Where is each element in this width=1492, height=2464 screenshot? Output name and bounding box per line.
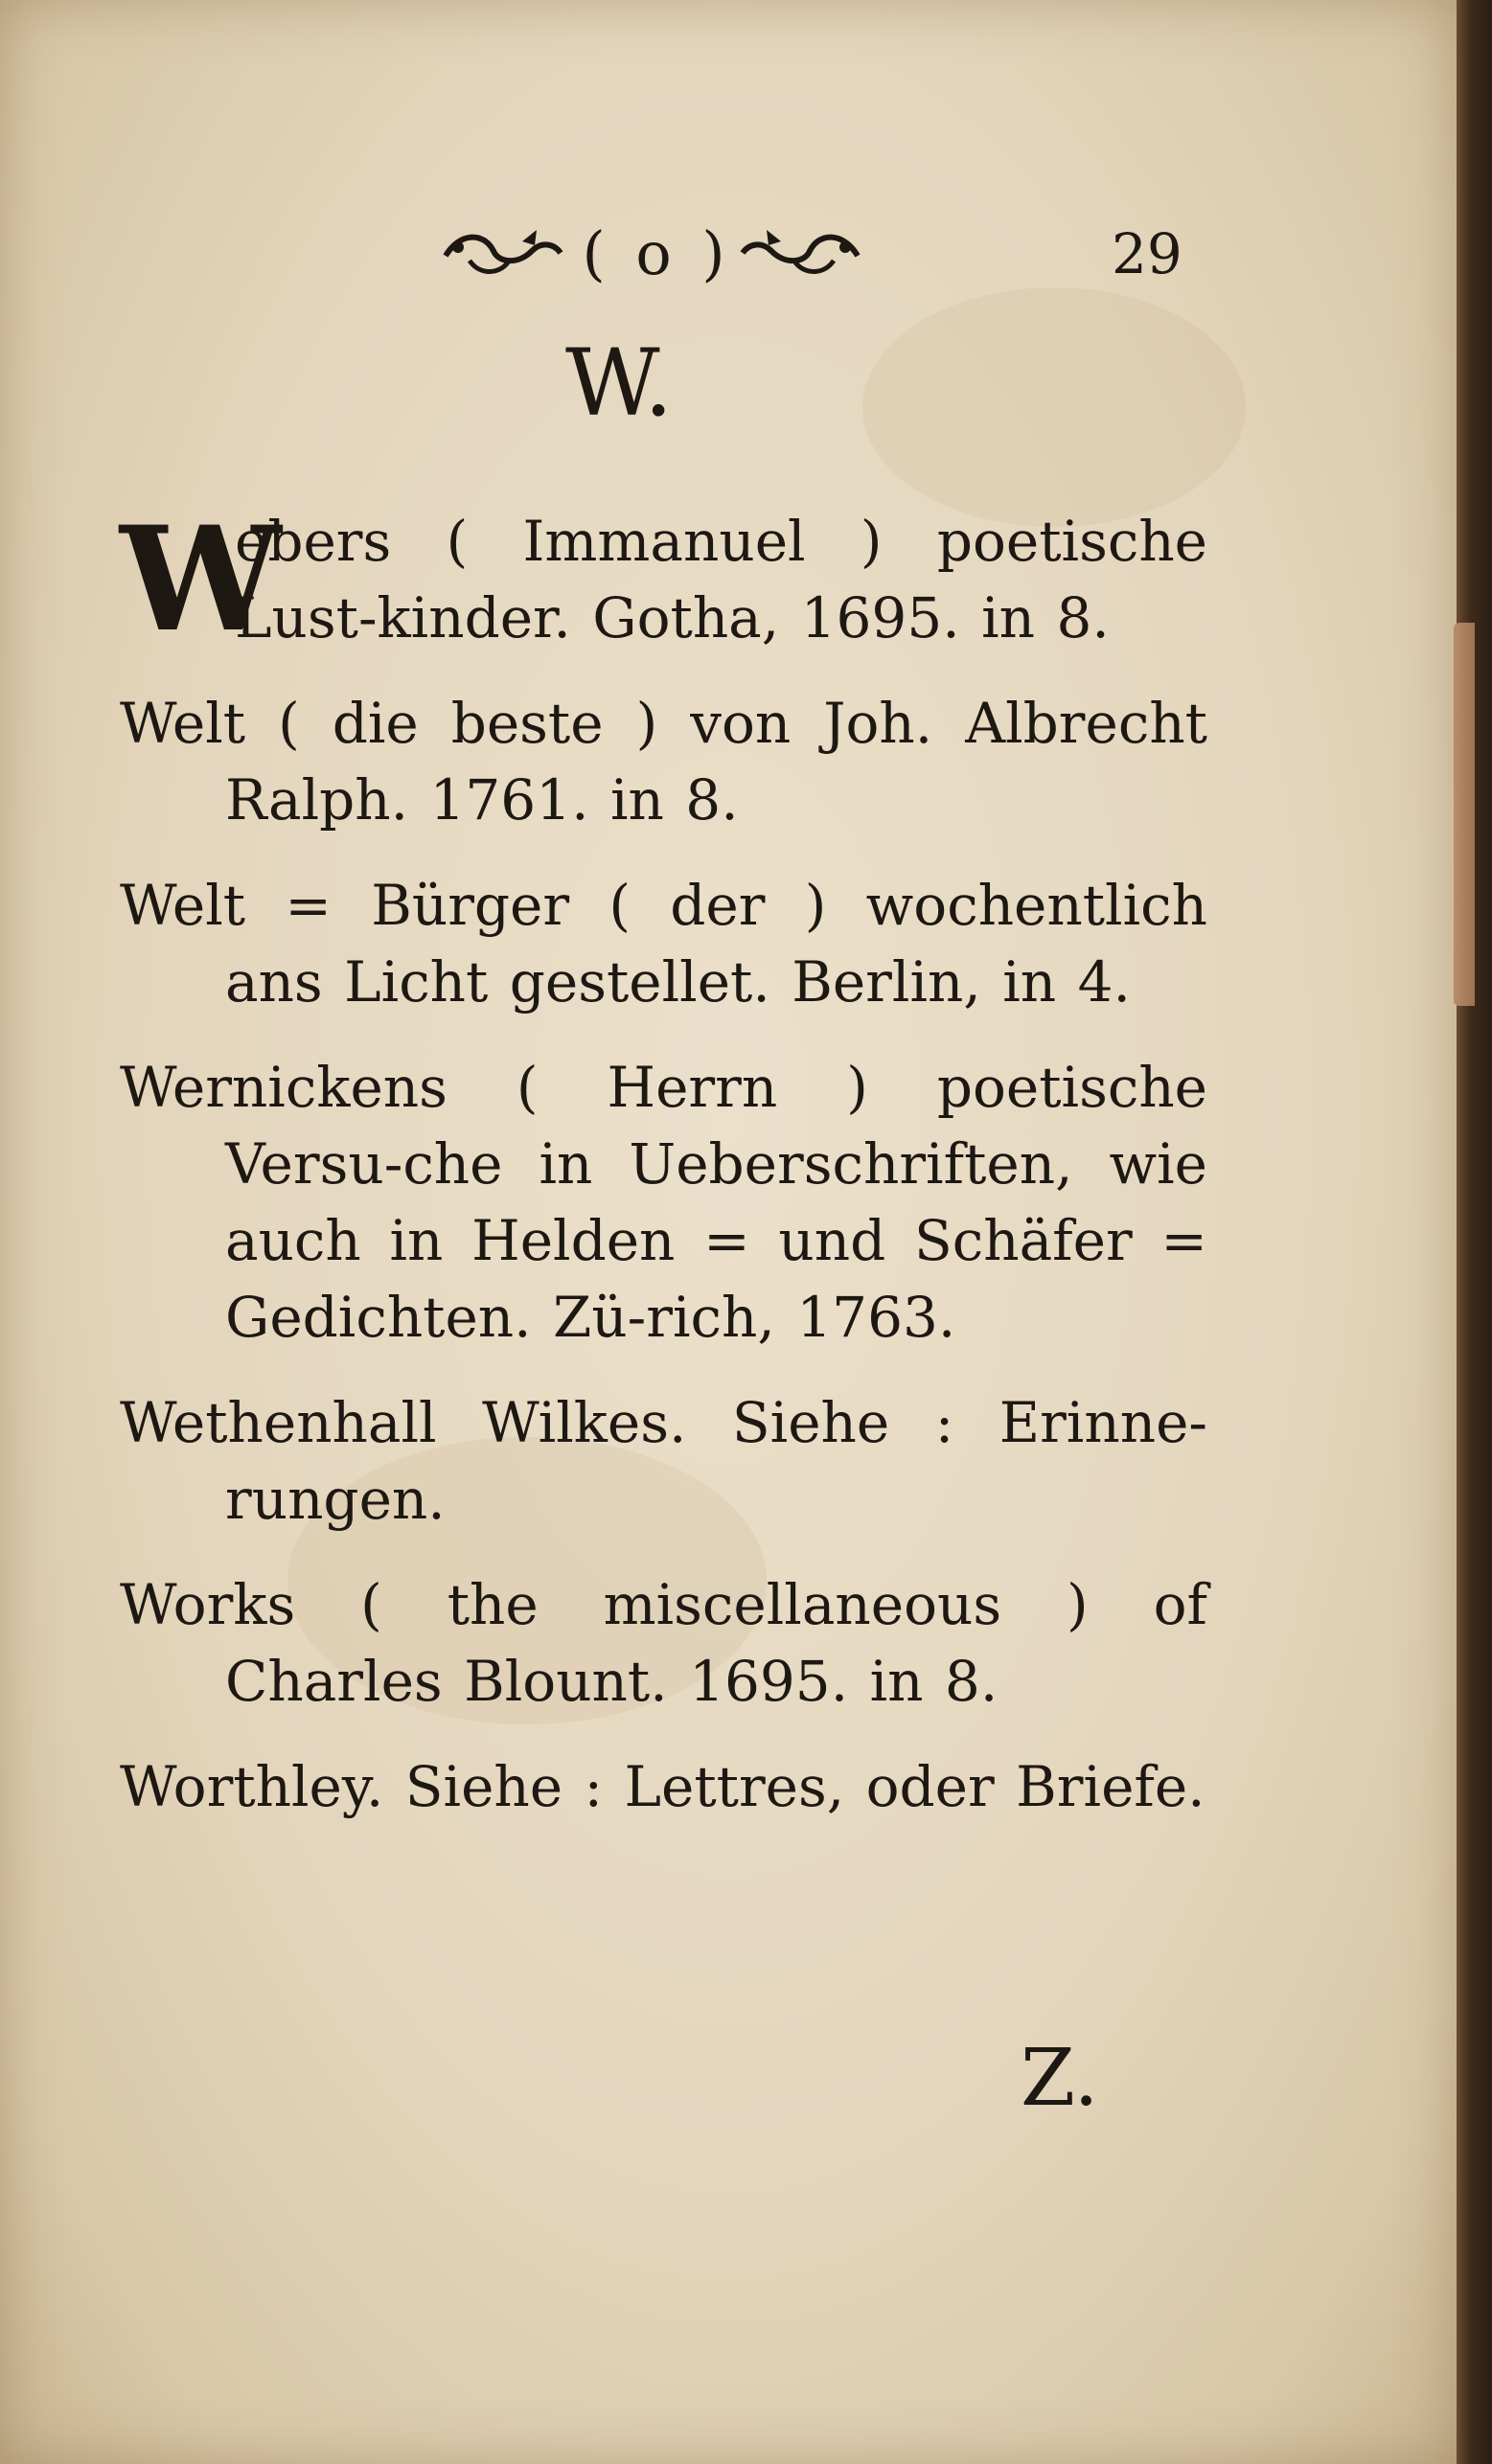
bibliography-entry bbox=[120, 1049, 1207, 1356]
paper-stain bbox=[862, 287, 1246, 527]
entry-text: Worthley. Siehe : Lettres, oder Briefe. bbox=[120, 1754, 1205, 1819]
entry-text: ebers ( Immanuel ) poetische Lust-kinder. Gotha, 1695. in 8. bbox=[235, 509, 1207, 650]
bibliography-entry bbox=[120, 867, 1207, 1020]
fleuron-right-icon bbox=[738, 222, 862, 280]
drop-cap: W bbox=[120, 495, 282, 664]
book-binding-edge bbox=[1457, 0, 1492, 2464]
bibliography-entry bbox=[120, 1748, 1207, 1825]
bibliography-entry bbox=[120, 495, 1207, 664]
entry-text: Wernickens ( Herrn ) poetische Versu-che in Ueberschriften, wie auch in Helden = und Schäfer = Gedichten. Zü-rich, 1763. bbox=[120, 1055, 1207, 1350]
bibliography-list bbox=[120, 495, 1207, 1854]
bibliography-entry bbox=[120, 1566, 1207, 1720]
entry-text: Welt ( die beste ) von Joh. Albrecht Ralph. 1761. in 8. bbox=[120, 691, 1207, 833]
entry-text: Wethenhall Wilkes. Siehe : Erinne-rungen. bbox=[120, 1390, 1207, 1532]
catchword: Z. bbox=[1021, 2033, 1099, 2124]
page-header bbox=[422, 211, 1207, 297]
page-number: 29 bbox=[1112, 221, 1182, 286]
bibliography-entry bbox=[120, 1384, 1207, 1538]
entry-text: Welt = Bürger ( der ) wochentlich ans Licht gestellet. Berlin, in 4. bbox=[120, 873, 1207, 1015]
signature-mark: ( o ) bbox=[582, 218, 731, 288]
section-letter-heading: W. bbox=[565, 330, 674, 437]
page-tab bbox=[1454, 623, 1475, 1006]
bibliography-entry bbox=[120, 685, 1207, 838]
entry-text: Works ( the miscellaneous ) of Charles Blount. 1695. in 8. bbox=[120, 1572, 1207, 1714]
fleuron-left-icon bbox=[441, 222, 565, 280]
